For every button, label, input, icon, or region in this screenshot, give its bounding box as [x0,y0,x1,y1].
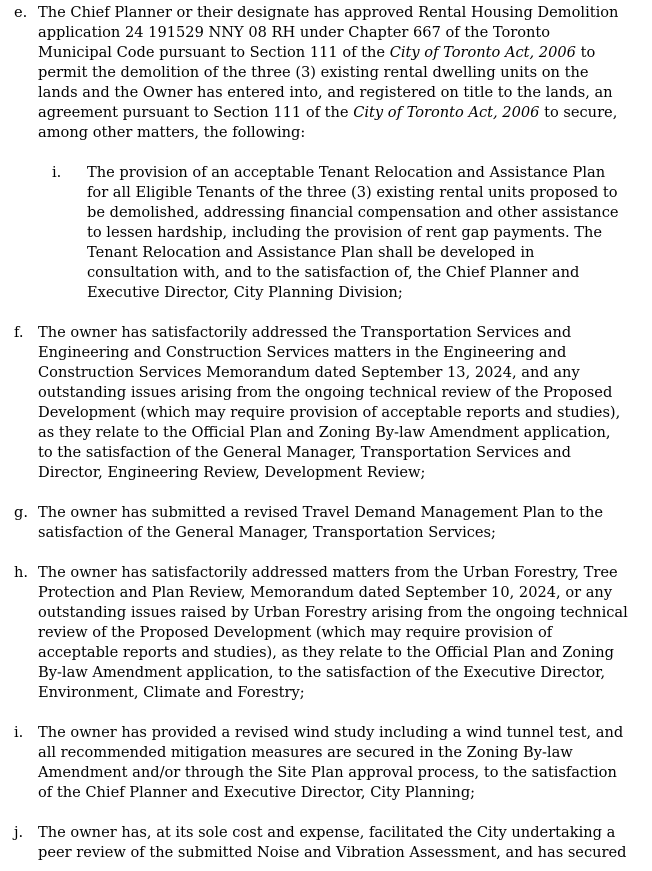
list-item-text: The owner has satisfactorily addressed the Transportation Services and Engineering and Construction Services matters in the Engineering and Construction Services Memorandum dated September 13, 2024, and any outstanding issues arising from the ongoing technical review of the Proposed Development (which may require provision of acceptable reports and studies), as they relate to the Official Plan and Zoning By-law Amendment application, to the satisfaction of the General Manager, Transportation Services and Director, Engineering Review, Development Review; [38,324,621,481]
list-item-text: The Chief Planner or their designate has approved Rental Housing Demolition application 24 191529 NNY 08 RH under Chapter 667 of the Toronto Municipal Code pursuant to Section 111 of the City of Toronto Act, 2006 to permit the demolition of the three (3) existing rental dwelling units on the lands and the Owner has entered into, and registered on title to the lands, an agreement pursuant to Section 111 of the City of Toronto Act, 2006 to secure, among other matters, the following: [38,4,619,141]
list-item-j [0,823,652,863]
sub-list-item-text: The provision of an acceptable Tenant Relocation and Assistance Plan for all Eligible Tenants of the three (3) existing rental units proposed to be demolished, addressing financial compensation and other assistance to lessen hardship, including the provision of rent gap payments. The Tenant Relocation and Assistance Plan shall be developed in consultation with, and to the satisfaction of, the Chief Planner and Executive Director, City Planning Division; [87,164,619,301]
sub-list-item-i [0,163,652,303]
list-item-e [0,3,652,303]
list-item-f [0,323,652,483]
list-item-text: The owner has, at its sole cost and expense, facilitated the City undertaking a peer review of the submitted Noise and Vibration Assessment, and has secured [38,824,627,861]
act-citation: City of Toronto Act, 2006 [389,44,576,61]
list-marker: e. [14,4,28,21]
list-item-h [0,563,652,703]
list-marker: g. [14,504,28,521]
sub-list-marker: i. [52,164,62,181]
act-citation: City of Toronto Act, 2006 [353,104,540,121]
list-item-i [0,723,652,803]
list-marker: f. [14,324,24,341]
list-marker: h. [14,564,29,581]
list-item-text: The owner has submitted a revised Travel Demand Management Plan to the satisfaction of the General Manager, Transportation Services; [38,504,603,541]
list-marker: i. [14,724,24,741]
list-item-g [0,503,652,543]
list-marker: j. [14,824,24,841]
list-item-text: The owner has provided a revised wind study including a wind tunnel test, and all recommended mitigation measures are secured in the Zoning By-law Amendment and/or through the Site Plan approval process, to the satisfaction of the Chief Planner and Executive Director, City Planning; [38,724,624,801]
list-item-text: The owner has satisfactorily addressed matters from the Urban Forestry, Tree Protection and Plan Review, Memorandum dated September 10, 2024, or any outstanding issues raised by Urban Forestry arising from the ongoing technical review of the Proposed Development (which may require provision of acceptable reports and studies), as they relate to the Official Plan and Zoning By-law Amendment application, to the satisfaction of the Executive Director, Environment, Climate and Forestry; [38,564,628,701]
